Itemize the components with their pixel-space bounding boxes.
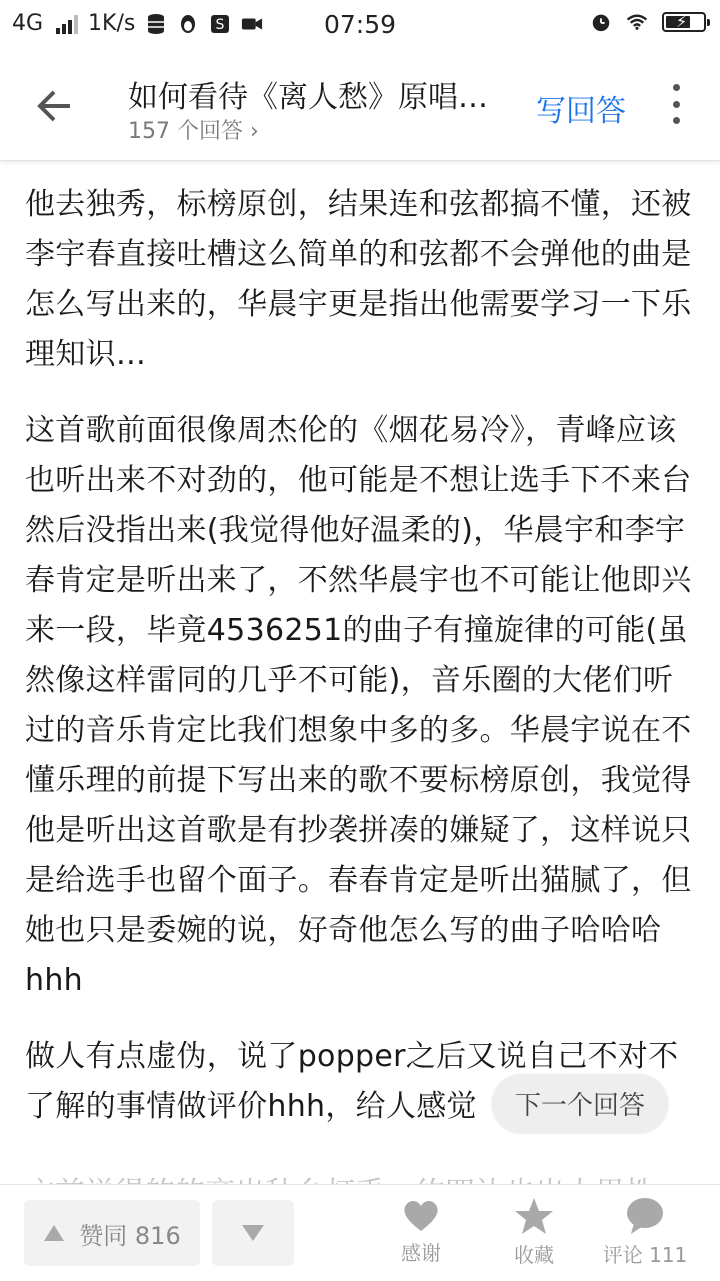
back-arrow-icon[interactable] [30, 82, 78, 130]
network-type: 4G [12, 11, 44, 36]
thanks-label: 感谢 [401, 1241, 441, 1265]
triangle-down-icon [241, 1224, 265, 1242]
comment-bubble-icon [625, 1197, 665, 1235]
wifi-icon [626, 11, 648, 33]
answer-paragraph: 做人有点虚伪，说了popper之后又说自己不对不了解的事情做评价hhh，给人感觉 [25, 1039, 679, 1124]
question-header [0, 50, 720, 161]
heart-icon [401, 1197, 441, 1233]
svg-text:S: S [215, 16, 225, 33]
upvote-button[interactable] [24, 1200, 200, 1266]
status-right [590, 11, 706, 33]
collect-button[interactable] [489, 1197, 579, 1268]
clock: 07:59 [323, 10, 397, 39]
network-speed: 1K/s [88, 11, 136, 36]
thanks-button[interactable] [376, 1197, 466, 1266]
question-title[interactable]: 如何看待《离人愁》原唱… [128, 80, 488, 115]
answer-count-link[interactable] [128, 114, 259, 145]
chevron-right-icon: › [250, 119, 259, 144]
bottom-action-bar [0, 1184, 720, 1281]
triangle-up-icon [43, 1224, 65, 1242]
next-answer-button[interactable]: 下一个回答 [492, 1074, 668, 1132]
downvote-button[interactable] [212, 1200, 294, 1266]
collect-label: 收藏 [514, 1243, 554, 1267]
alarm-icon [590, 11, 612, 33]
battery-icon: ⚡ [662, 12, 706, 32]
comment-button[interactable] [600, 1197, 690, 1268]
comment-label: 评论 111 [602, 1243, 688, 1267]
answer-body [25, 180, 701, 1158]
status-bar [0, 0, 720, 50]
answer-paragraph: 他去独秀，标榜原创，结果连和弦都搞不懂，还被李宇春直接吐槽这么简单的和弦都不会弹他的曲是怎么写出来的，华晨宇更是指出他需要学习一下乐理知识… [25, 187, 692, 372]
write-answer-button[interactable]: 写回答 [536, 94, 626, 129]
upvote-label: 赞同 816 [79, 1221, 181, 1250]
answer-paragraph: 这首歌前面很像周杰伦的《烟花易冷》，青峰应该也听出来不对劲的，他可能是不想让选手下不来台然后没指出来(我觉得他好温柔的)，华晨宇和李宇春肯定是听出来了，不然华晨宇也不可能让他即兴来一段，毕竟4536251的曲子有撞旋律的可能(虽然像这样雷同的几乎不可能)，音乐圈的大佬们听过的音乐肯定比我们想象中多的多。华晨宇说在不懂乐理的前提下写出来的歌不要标榜原创，我觉得他是听出这首歌是有抄袭拼凑的嫌疑了，这样说只是给选手也留个面子。春春肯定是听出猫腻了，但她也只是委婉的说，好奇他怎么写的曲子哈哈哈hhh [25, 413, 692, 998]
answer-count: 157 个回答 [128, 119, 243, 144]
star-icon [514, 1197, 554, 1235]
more-menu-icon[interactable] [664, 84, 688, 124]
